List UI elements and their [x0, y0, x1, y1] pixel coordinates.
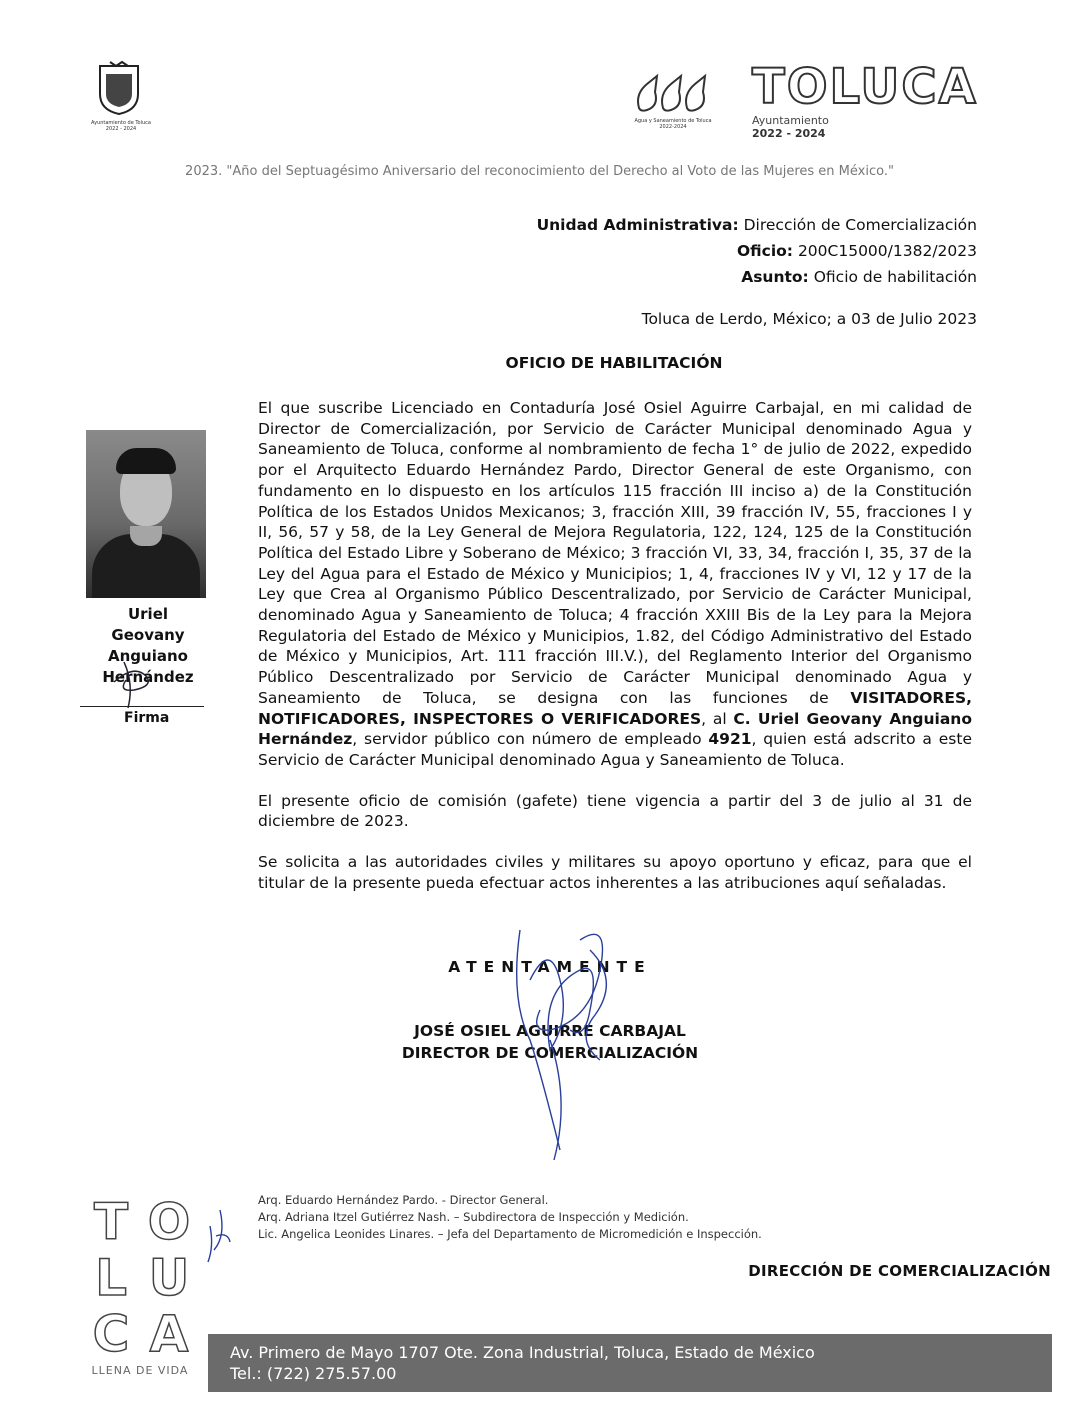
signer-position: DIRECTOR DE COMERCIALIZACIÓN [401, 1044, 699, 1062]
footer-phone: Tel.: (722) 275.57.00 [230, 1364, 397, 1383]
body-p1-text-a: El que suscribe Licenciado en Contaduría José Osiel Aguirre Carbajal, en mi calidad de Director de Comercialización, por Servicio de Carácter Municipal denominado Agua y Saneamiento de Toluca, conforme al nombramiento de fecha 1° de julio de 2022, expedido por el Arquitecto Eduardo Hernández Pardo, Director General de este Organismo, con fundamento en lo dispuesto en los artículos 115 fracción III inciso a) de la Constitución Política de los Estados Unidos Mexicanos; 3, fracción XIII, 39 fracción IV, 55, fracciones I y II, 56, 57 y 58, de la Ley General de Mejora Regulatoria, 122, 124, 125 de la Constitución Política del Estado Libre y Soberano de México; 3 fracción VI, 33, 34, fracción I, 35, 37 de la Ley del Agua para el Estado de México y Municipios; 1, 4, fracciones IV y VI, 12 y 17 de la Ley que Crea al Organismo Público Descentralizado, por Servicio de Carácter Municipal, denominado Agua y Saneamiento de Toluca; 4 fracción XXIII Bis de la Ley para la Mejora Regulatoria del Estado de México y Municipios, 1.82, del Código Administrativo del Estado de México y Municipios, Art. 111 fracción III.V.), del Reglamento Interior del Organismo Público Descentralizado por Servicio de Carácter Municipal denominado Agua y Saneamiento de Toluca, se designa con las funciones de [258, 399, 972, 707]
body-p1-roles: VISITADORES, NOTIFICADORES, INSPECTORES O VERIFICADORES [258, 688, 972, 728]
employee-signature [104, 654, 174, 714]
document-title: OFICIO DE HABILITACIÓN [505, 354, 723, 372]
signature-label: Firma [124, 710, 170, 726]
employee-name-line: Hernández [102, 668, 194, 686]
logo-letter: U [148, 1249, 190, 1307]
oficio-row [537, 238, 977, 264]
aguas-logo [618, 72, 728, 130]
logo-letter: O [147, 1193, 191, 1251]
oficio-value: 200C15000/1382/2023 [797, 242, 977, 260]
body-p1-text-b: , al [701, 709, 734, 728]
unidad-row [537, 212, 977, 238]
logo-letter: A [149, 1305, 189, 1363]
logo-letter: L [95, 1249, 127, 1307]
document-body [258, 398, 972, 913]
department-footer-title: DIRECCIÓN DE COMERCIALIZACIÓN [748, 1262, 1051, 1280]
logo-letter: T [93, 1193, 129, 1251]
employee-photo [86, 430, 206, 598]
employee-name-line: Uriel [127, 605, 169, 623]
footer-address-bar [208, 1334, 1052, 1392]
body-paragraph-2: El presente oficio de comisión (gafete) tiene vigencia a partir del 3 de julio al 31 de diciembre de 2023. [258, 791, 972, 831]
signer-name: JOSÉ OSIEL AGUIRRE CARBAJAL [414, 1022, 686, 1040]
toluca-logo [752, 59, 982, 140]
logo-tagline: LLENA DE VIDA [91, 1364, 189, 1377]
initials-mark [200, 1206, 234, 1266]
water-drops-icon [633, 72, 713, 114]
body-paragraph-3: Se solicita a las autoridades civiles y militares su apoyo oportuno y eficaz, para que el titular de la presente pueda efectuar actos inherentes a las atribuciones aquí señaladas. [258, 853, 972, 892]
toluca-llena-de-vida-logo [84, 1193, 196, 1377]
body-p1-text-c: , servidor público con número de empleado [352, 730, 709, 749]
toluca-years: 2022 - 2024 [752, 127, 826, 140]
place-date: Toluca de Lerdo, México; a 03 de Julio 2023 [641, 310, 977, 328]
ccp-item: Arq. Eduardo Hernández Pardo. - Director General. [258, 1193, 549, 1207]
ccp-item: Arq. Adriana Itzel Gutiérrez Nash. – Subdirectora de Inspección y Medición. [258, 1210, 689, 1224]
body-p1-employee-name: C. Uriel Geovany Anguiano Hernández [258, 709, 972, 749]
asunto-label: Asunto: [741, 268, 809, 286]
aguas-caption-2: 2022-2024 [659, 124, 687, 130]
signature-line [80, 706, 204, 707]
unidad-label: Unidad Administrativa: [536, 216, 739, 234]
seal-caption-2: 2022 - 2024 [105, 126, 137, 132]
seal-icon [96, 60, 142, 116]
aguas-caption-1: Agua y Saneamiento de Toluca [634, 118, 712, 124]
body-paragraph-1 [258, 398, 972, 771]
ccp-item: Lic. Angelica Leonides Linares. – Jefa del Departamento de Micromedición e Inspección. [258, 1227, 762, 1241]
unidad-value: Dirección de Comercialización [743, 216, 977, 234]
state-seal-logo [86, 60, 156, 132]
seal-caption-1: Ayuntamiento de Toluca [91, 120, 151, 126]
year-motto: 2023. "Año del Septuagésimo Aniversario del reconocimiento del Derecho al Voto de las Mujeres en México." [185, 164, 894, 179]
body-p1-employee-number: 4921 [708, 730, 752, 749]
employee-name-line: Geovany [111, 626, 185, 644]
footer-address: Av. Primero de Mayo 1707 Ote. Zona Industrial, Toluca, Estado de México [230, 1343, 815, 1362]
footer-address-block [230, 1342, 815, 1384]
body-p1-text-d: , quien está adscrito a este Servicio de Carácter Municipal denominado Agua y Saneamiento de Toluca. [258, 730, 972, 769]
closing-word: ATENTAMENTE [448, 958, 652, 976]
director-signature [490, 920, 650, 1170]
logo-letter: C [92, 1305, 130, 1363]
ccp-list [258, 1192, 762, 1243]
document-meta [537, 212, 977, 290]
toluca-ayuntamiento: Ayuntamiento [752, 114, 829, 127]
toluca-wordmark: TOLUCA [752, 59, 978, 115]
oficio-label: Oficio: [736, 242, 793, 260]
asunto-row [537, 264, 977, 290]
asunto-value: Oficio de habilitación [813, 268, 977, 286]
employee-name-line: Anguiano [108, 647, 188, 665]
